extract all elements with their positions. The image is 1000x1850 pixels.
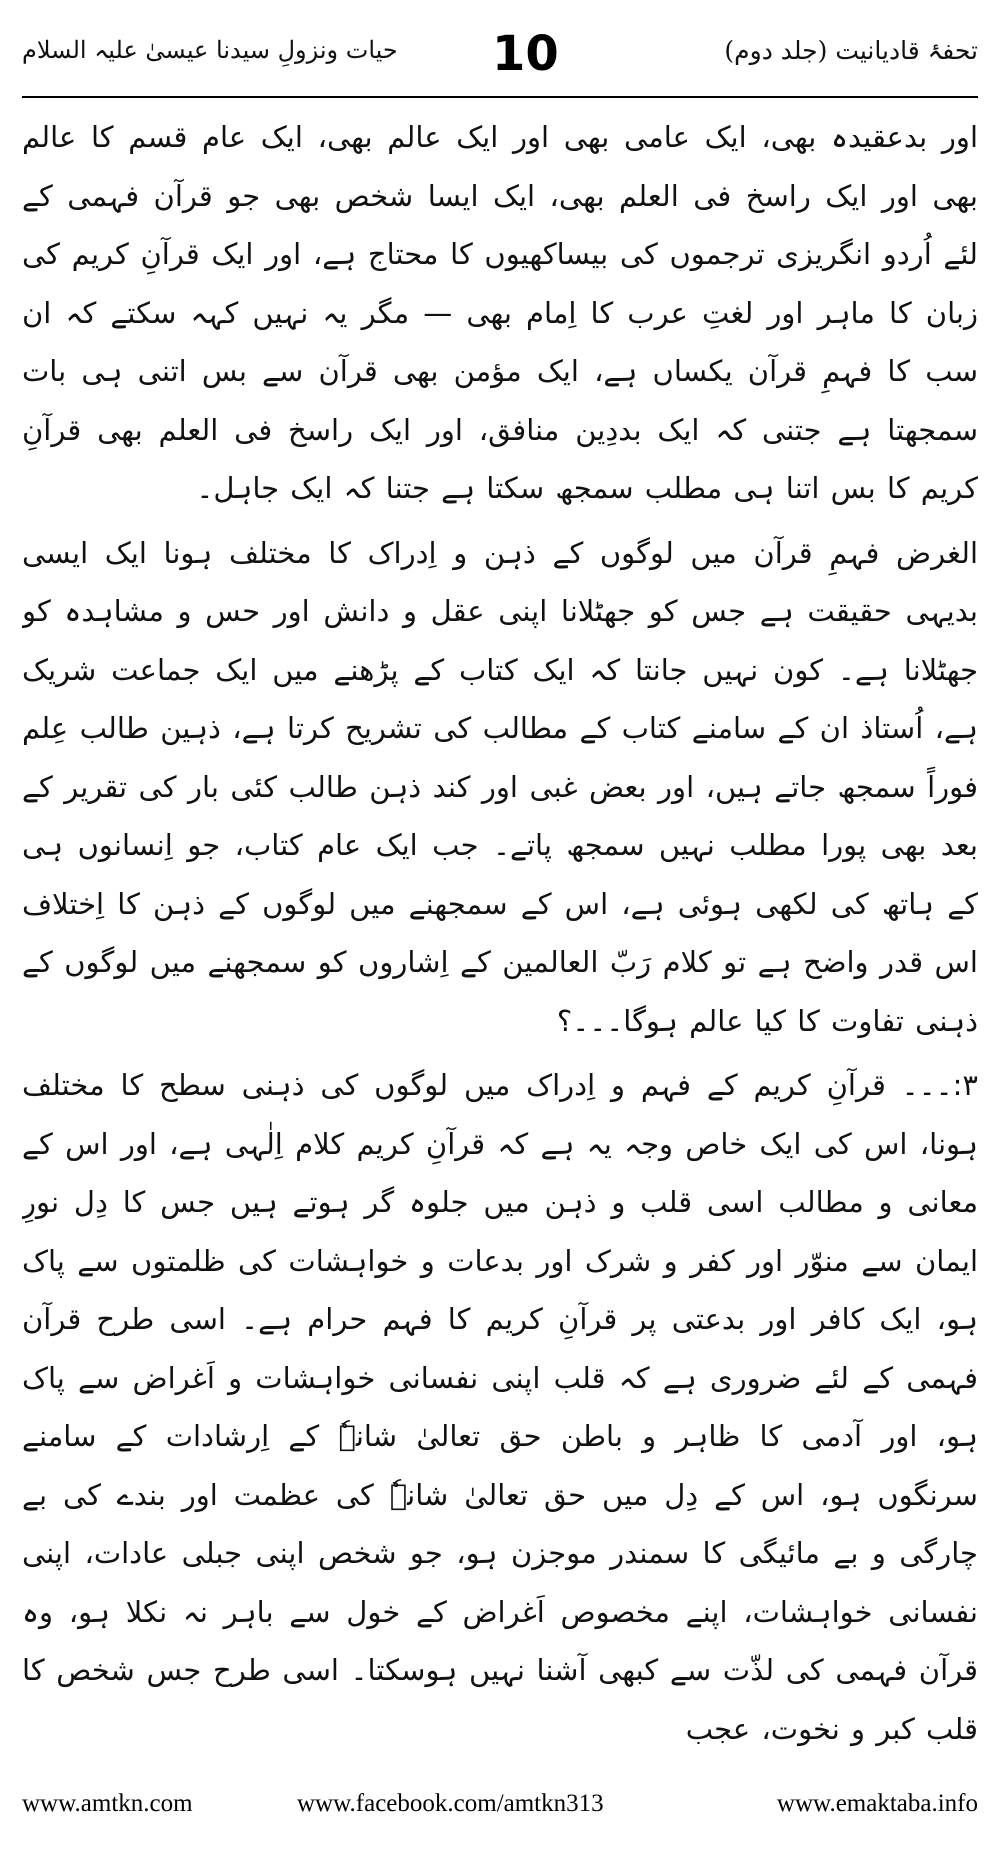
paragraph-3: ۳:۔۔۔ قرآنِ کریم کے فہم و اِدراک میں لوگوں کی ذہنی سطح کا مختلف ہونا، اس کی ایک خاص وجہ یہ ہے کہ قرآنِ کریم کلام اِلٰہی ہے، اور اس کے معانی و مطالب اسی قلب و ذہن میں جلوہ گر ہوتے ہیں جس کا دِل نورِ ایمان سے منوّر اور کفر و شرک اور بدعات و خواہشات کی ظلمتوں سے پاک ہو، ایک کافر اور بدعتی پر قرآنِ کریم کا فہم حرام ہے۔ اسی طرح قرآن فہمی کے لئے ضروری ہے کہ قلب اپنی نفسانی خواہشات و اَغراض سے پاک ہو، اور آدمی کا ظاہر و باطن حق تعالیٰ شانہٗ کے اِرشادات کے سامنے سرنگوں ہو، اس کے دِل میں حق تعالیٰ شانہٗ کی عظمت اور بندے کی بے چارگی و بے مائیگی کا سمندر موجزن ہو، جو شخص اپنی جبلی عادات، اپنی نفسانی خواہشات، اپنے مخصوص اَغراض کے خول سے باہر نہ نکلا ہو، وہ قرآن فہمی کی لذّت سے کبھی آشنا نہیں ہوسکتا۔ اسی طرح جس شخص کا قلب کبر و نخوت، عجب <box>22 1068 978 1746</box>
chapter-title: حیات ونزولِ سیدنا عیسیٰ علیہ السلام <box>22 36 398 64</box>
main-text <box>22 108 978 1763</box>
page-header <box>22 18 978 98</box>
page-number: 10 <box>492 26 559 82</box>
paragraph-2: الغرض فہمِ قرآن میں لوگوں کے ذہن و اِدراک کا مختلف ہونا ایک ایسی بدیہی حقیقت ہے جس کو جھٹلانا اپنی عقل و دانش اور حس و مشاہدہ کو جھٹلانا ہے۔ کون نہیں جانتا کہ ایک کتاب کے پڑھنے میں ایک جماعت شریک ہے، اُستاذ ان کے سامنے کتاب کے مطالب کی تشریح کرتا ہے، ذہین طالب عِلم فوراً سمجھ جاتے ہیں، اور بعض غبی اور کند ذہن طالب کئی بار کی تقریر کے بعد بھی پورا مطلب نہیں سمجھ پاتے۔ جب ایک عام کتاب، جو اِنسانوں ہی کے ہاتھ کی لکھی ہوئی ہے، اس کے سمجھنے میں لوگوں کے ذہن کا اِختلاف اس قدر واضح ہے تو کلام رَبّ العالمین کے اِشاروں کو سمجھنے میں لوگوں کے ذہنی تفاوت کا کیا عالم ہوگا۔۔۔؟ <box>22 535 978 1038</box>
paragraph-1: اور بدعقیدہ بھی، ایک عامی بھی اور ایک عالم بھی، ایک عام قسم کا عالم بھی اور ایک راسخ فی العلم بھی، ایک ایسا شخص بھی جو قرآن فہمی کے لئے اُردو انگریزی ترجموں کی بیساکھیوں کا محتاج ہے، اور ایک قرآنِ کریم کی زبان کا ماہر اور لغتِ عرب کا اِمام بھی — مگر یہ نہیں کہہ سکتے کہ ان سب کا فہمِ قرآن یکساں ہے، ایک مؤمن بھی قرآن سے بس اتنی ہی بات سمجھتا ہے جتنی کہ ایک بددِین منافق، اور ایک راسخ فی العلم بھی قرآنِ کریم کا بس اتنا ہی مطلب سمجھ سکتا ہے جتنا کہ ایک جاہل۔ <box>22 120 978 505</box>
footer-link-amtkn[interactable]: www.amtkn.com <box>22 1790 193 1817</box>
header-divider <box>22 96 978 98</box>
footer-link-facebook[interactable]: www.facebook.com/amtkn313 <box>297 1790 604 1817</box>
book-title: تحفۂ قادیانیت (جلد دوم) <box>724 36 978 65</box>
footer-link-emaktaba[interactable]: www.emaktaba.info <box>776 1790 978 1817</box>
page-footer <box>22 1790 978 1830</box>
